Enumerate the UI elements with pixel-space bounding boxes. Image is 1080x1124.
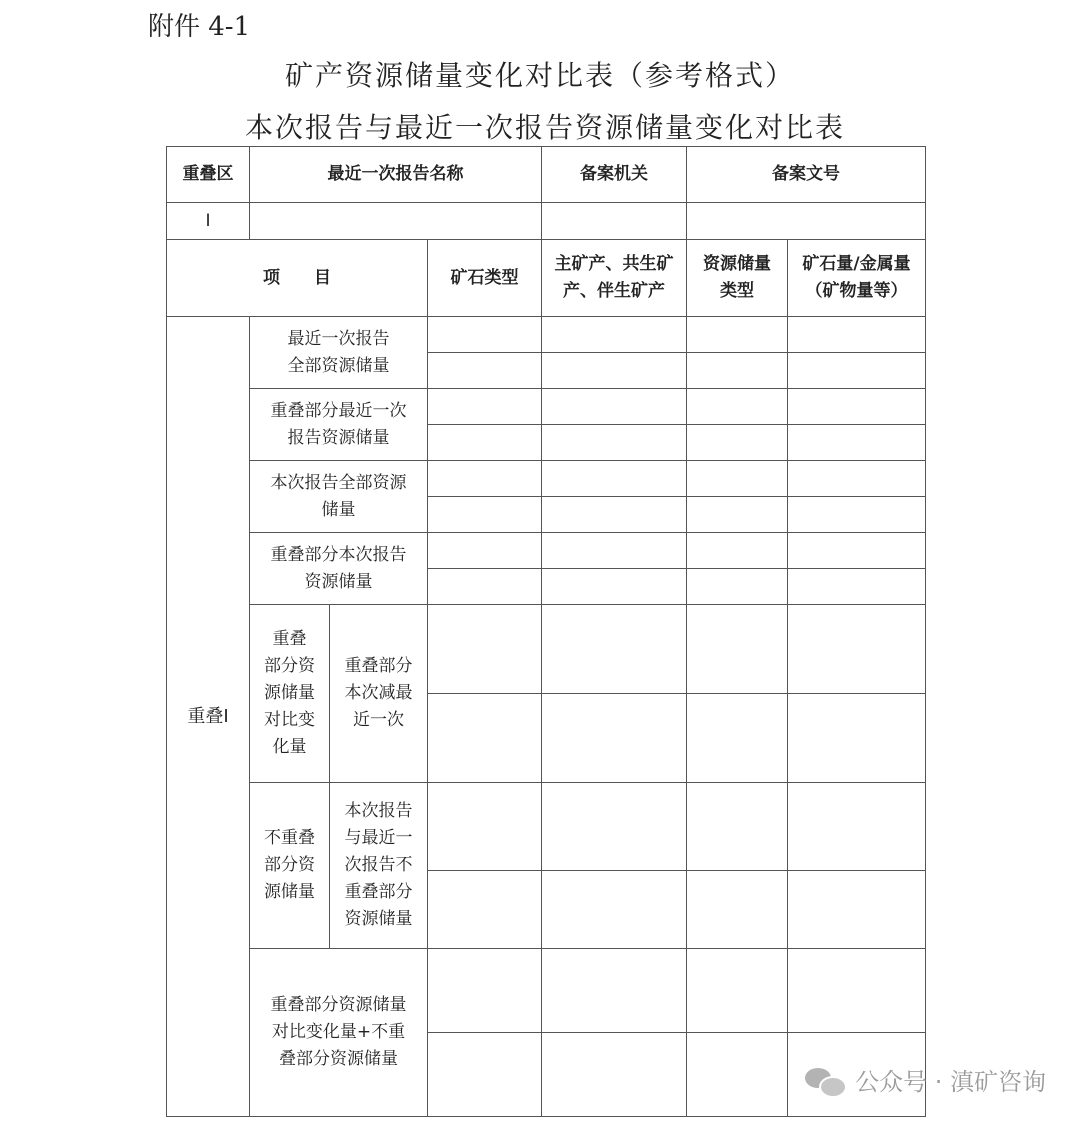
wechat-icon xyxy=(805,1064,845,1096)
reserve-change-comparison-table xyxy=(166,146,926,1117)
item-header-row xyxy=(167,240,926,317)
row-label-overlap-change-detail: 重叠部分 本次减最 近一次 xyxy=(330,605,428,783)
table-row xyxy=(167,949,926,1033)
watermark-text: 公众号 · 滇矿咨询 xyxy=(855,1068,1046,1096)
reserve-type-header: 资源储量类型 xyxy=(687,240,788,317)
page-title: 矿产资源储量变化对比表（参考格式） xyxy=(284,59,795,92)
item-header: 项 目 xyxy=(167,240,428,317)
attachment-label: 附件 4-1 xyxy=(148,12,251,42)
quantity-header: 矿石量/金属量（矿物量等） xyxy=(788,240,926,317)
row-label-overlap-last: 重叠部分最近一次 报告资源储量 xyxy=(250,389,428,461)
overlap-group-label: 重叠Ⅰ xyxy=(167,317,250,1117)
row-label-current-all: 本次报告全部资源 储量 xyxy=(250,461,428,533)
row-label-non-overlap: 不重叠 部分资 源储量 xyxy=(250,783,330,949)
table-row xyxy=(167,533,926,569)
table-row xyxy=(167,461,926,497)
table-row xyxy=(167,317,926,353)
row-label-overlap-change: 重叠 部分资 源储量 对比变 化量 xyxy=(250,605,330,783)
row-label-non-overlap-detail: 本次报告 与最近一 次报告不 重叠部分 资源储量 xyxy=(330,783,428,949)
table-row xyxy=(167,605,926,694)
table-row xyxy=(167,783,926,871)
filing-authority-cell xyxy=(542,203,687,240)
last-report-name-cell xyxy=(250,203,542,240)
row-label-overlap-current: 重叠部分本次报告 资源储量 xyxy=(250,533,428,605)
minerals-header: 主矿产、共生矿产、伴生矿产 xyxy=(542,240,687,317)
row-label-total: 重叠部分资源储量 对比变化量+不重 叠部分资源储量 xyxy=(250,949,428,1117)
table-header-row xyxy=(167,147,926,203)
zone-cell: Ⅰ xyxy=(167,203,250,240)
row-label-last-all: 最近一次报告 全部资源储量 xyxy=(250,317,428,389)
filing-doc-no-cell xyxy=(687,203,926,240)
ore-type-header: 矿石类型 xyxy=(428,240,542,317)
last-report-name-header: 最近一次报告名称 xyxy=(250,147,542,203)
filing-authority-header: 备案机关 xyxy=(542,147,687,203)
overlap-zone-header: 重叠区 xyxy=(167,147,250,203)
zone-row xyxy=(167,203,926,240)
watermark xyxy=(805,1062,1046,1097)
table-row xyxy=(167,389,926,425)
filing-doc-no-header: 备案文号 xyxy=(687,147,926,203)
page-subtitle: 本次报告与最近一次报告资源储量变化对比表 xyxy=(244,111,845,144)
